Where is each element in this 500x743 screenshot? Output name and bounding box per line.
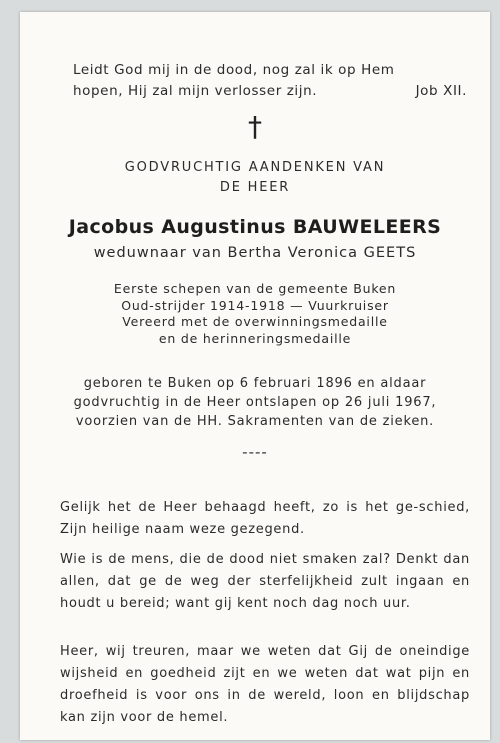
title-line-1: Eerste schepen van de gemeente Buken (113, 281, 397, 296)
widower-of: weduwnaar van Bertha Veronica GEETS (93, 245, 417, 261)
title-line-3: Vereerd met de overwinningsmedaille (122, 314, 388, 329)
verse-line-2: hopen, Hij zal mijn verlosser zijn. (73, 83, 318, 99)
deceased-name: Jacobus Augustinus BAUWELEERS (68, 216, 442, 238)
life-line-2: godvruchtig in de Heer ontslapen op 26 juli 1967, (73, 395, 437, 410)
life-line-3: voorzien van de HH. Sakramenten van de zieken. (75, 414, 435, 429)
verse-line-1: Leidt God mij in de dood, nog zal ik op Hem (73, 62, 395, 78)
title-line-4: en de herinneringsmedaille (158, 330, 352, 346)
verse-reference: Job XII. (415, 83, 467, 99)
life-line-1: geboren te Buken op 6 februari 1896 en aldaar (83, 376, 427, 391)
cross-icon: † (248, 110, 262, 143)
header-line-2: DE HEER (219, 180, 291, 195)
prayer-2: Wie is de mens, die de dood niet smaken zal? Denkt dan allen, dat ge de weg der sterfelijkheid zult ingaan en houdt u bereid; want gij kent noch dag noch uur. (60, 552, 470, 611)
titles (20, 281, 490, 347)
separator: ---- (242, 443, 268, 461)
prayer-1: Gelijk het de Heer behaagd heeft, zo is het ge-schied, Zijn heilige naam weze gezegend. (60, 500, 470, 537)
bible-verse (73, 60, 467, 102)
header-line-1: GODVRUCHTIG AANDENKEN VAN (124, 160, 386, 175)
title-line-2: Oud-strijder 1914-1918 — Vuurkruiser (121, 297, 389, 313)
prayer-3: Heer, wij treuren, maar we weten dat Gij de oneindige wijsheid en goedheid zijt en we weten dat wat pijn en droefheid is voor ons in de wereld, loon en blijdschap kan zijn voor de hemel. (60, 644, 470, 725)
life-dates (20, 374, 490, 431)
